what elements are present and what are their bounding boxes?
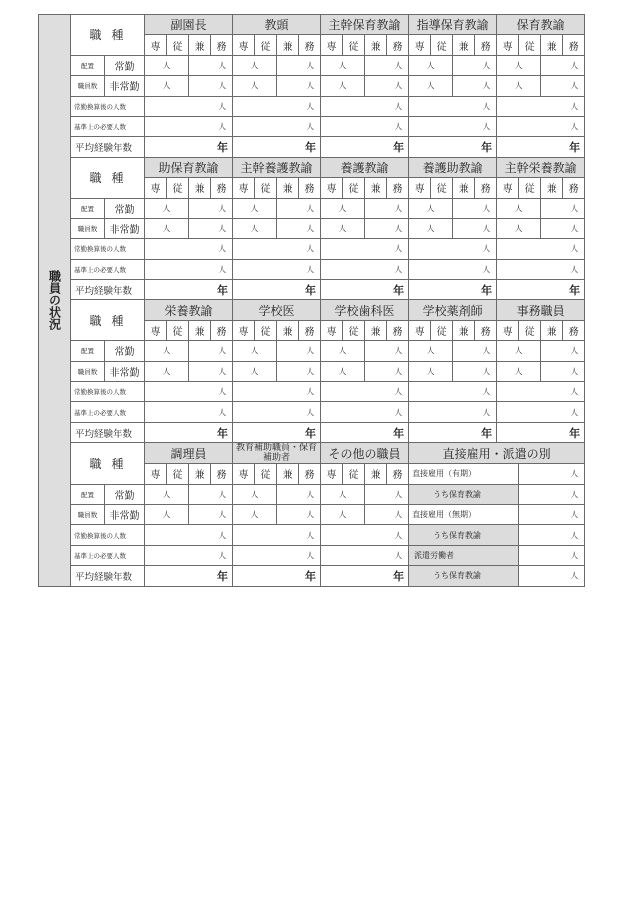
senju-header: 専	[321, 178, 343, 198]
senju-header: 専	[497, 178, 519, 198]
senju-count-input[interactable]: 人	[145, 484, 189, 504]
avg-experience-label: 平均経験年数	[71, 137, 145, 157]
senju-count-input[interactable]: 人	[409, 76, 453, 96]
senju-count-input[interactable]: 人	[145, 55, 189, 75]
senju-count-input[interactable]: 人	[233, 76, 277, 96]
senju-count-input[interactable]: 人	[497, 55, 541, 75]
role-header: 主幹栄養教諭	[497, 157, 585, 177]
role-header: 学校医	[233, 300, 321, 320]
years-input[interactable]: 年	[497, 280, 585, 300]
kennmu-count-input[interactable]: 人	[277, 361, 321, 381]
kennmu-count-input[interactable]: 人	[365, 504, 409, 524]
kennmu-count-input[interactable]: 人	[277, 341, 321, 361]
kennmu-header: 務	[563, 35, 585, 55]
person-count-input[interactable]: 人	[497, 96, 585, 116]
parttime-label: 非常勤	[105, 218, 145, 238]
senju-header: 従	[255, 35, 277, 55]
senju-count-input[interactable]: 人	[497, 218, 541, 238]
senju-header: 専	[409, 320, 431, 340]
kennmu-header: 兼	[541, 35, 563, 55]
kennmu-count-input[interactable]: 人	[365, 198, 409, 218]
senju-count-input[interactable]: 人	[321, 55, 365, 75]
person-count-input[interactable]: 人	[145, 239, 233, 259]
years-input[interactable]: 年	[145, 566, 233, 586]
person-count-input[interactable]: 人	[233, 239, 321, 259]
person-count-input[interactable]: 人	[321, 525, 409, 545]
senju-count-input[interactable]: 人	[409, 198, 453, 218]
years-input[interactable]: 年	[497, 422, 585, 442]
person-count-input[interactable]: 人	[321, 402, 409, 422]
job-type-label: 職種	[71, 15, 145, 56]
senju-header: 従	[519, 320, 541, 340]
kennmu-count-input[interactable]: 人	[189, 361, 233, 381]
senju-header: 従	[519, 35, 541, 55]
senju-header: 従	[431, 320, 453, 340]
kennmu-header: 兼	[277, 178, 299, 198]
dispatch-label: うち保育教諭	[409, 484, 519, 504]
senju-count-input[interactable]: 人	[233, 55, 277, 75]
senju-header: 従	[519, 178, 541, 198]
senju-count-input[interactable]: 人	[321, 341, 365, 361]
kennmu-header: 兼	[365, 464, 387, 484]
fulltime-label: 常勤	[105, 484, 145, 504]
role-header: 助保育教諭	[145, 157, 233, 177]
kennmu-header: 務	[475, 35, 497, 55]
kennmu-count-input[interactable]: 人	[541, 361, 585, 381]
senju-header: 従	[167, 178, 189, 198]
avg-experience-label: 平均経験年数	[71, 566, 145, 586]
person-count-input[interactable]: 人	[145, 525, 233, 545]
years-input[interactable]: 年	[321, 280, 409, 300]
kennmu-count-input[interactable]: 人	[365, 55, 409, 75]
years-input[interactable]: 年	[321, 422, 409, 442]
kennmu-count-input[interactable]: 人	[277, 76, 321, 96]
required-label: 基準上の必要人数	[71, 402, 145, 422]
kennmu-header: 兼	[277, 320, 299, 340]
person-count-input[interactable]: 人	[145, 96, 233, 116]
staff-status-table	[38, 14, 585, 587]
years-input[interactable]: 年	[145, 422, 233, 442]
senju-header: 従	[343, 464, 365, 484]
senju-count-input[interactable]: 人	[145, 76, 189, 96]
dispatch-title: 直接雇用・派遣の別	[409, 443, 585, 464]
kennmu-header: 務	[387, 464, 409, 484]
senju-header: 従	[255, 464, 277, 484]
kennmu-count-input[interactable]: 人	[365, 76, 409, 96]
senju-count-input[interactable]: 人	[145, 218, 189, 238]
kennmu-header: 兼	[189, 320, 211, 340]
years-input[interactable]: 年	[409, 137, 497, 157]
role-header: 教頭	[233, 15, 321, 35]
parttime-label: 非常勤	[105, 76, 145, 96]
senju-header: 従	[167, 320, 189, 340]
kennmu-header: 兼	[541, 320, 563, 340]
role-header: 事務職員	[497, 300, 585, 320]
kennmu-header: 務	[211, 320, 233, 340]
fte-label: 常勤換算後の人数	[71, 382, 145, 402]
placement-label: 配置	[71, 484, 105, 504]
person-count-input[interactable]: 人	[409, 96, 497, 116]
staff-count-label: 職員数	[71, 361, 105, 381]
fulltime-label: 常勤	[105, 198, 145, 218]
kennmu-header: 兼	[453, 178, 475, 198]
person-count-input[interactable]: 人	[519, 566, 585, 586]
person-count-input[interactable]: 人	[497, 382, 585, 402]
person-count-input[interactable]: 人	[519, 504, 585, 524]
role-header: 栄養教諭	[145, 300, 233, 320]
role-header: 学校歯科医	[321, 300, 409, 320]
kennmu-header: 務	[563, 178, 585, 198]
kennmu-header: 兼	[365, 320, 387, 340]
kennmu-count-input[interactable]: 人	[189, 218, 233, 238]
kennmu-count-input[interactable]: 人	[277, 198, 321, 218]
role-header: 学校薬剤師	[409, 300, 497, 320]
kennmu-header: 兼	[189, 464, 211, 484]
person-count-input[interactable]: 人	[233, 259, 321, 279]
kennmu-count-input[interactable]: 人	[189, 76, 233, 96]
person-count-input[interactable]: 人	[321, 545, 409, 565]
kennmu-count-input[interactable]: 人	[189, 504, 233, 524]
required-label: 基準上の必要人数	[71, 259, 145, 279]
senju-header: 従	[431, 35, 453, 55]
person-count-input[interactable]: 人	[233, 96, 321, 116]
person-count-input[interactable]: 人	[233, 402, 321, 422]
years-input[interactable]: 年	[145, 137, 233, 157]
staff-count-label: 職員数	[71, 218, 105, 238]
kennmu-count-input[interactable]: 人	[365, 361, 409, 381]
kennmu-header: 兼	[453, 35, 475, 55]
placement-label: 配置	[71, 55, 105, 75]
senju-header: 従	[343, 320, 365, 340]
kennmu-header: 兼	[277, 35, 299, 55]
senju-count-input[interactable]: 人	[233, 341, 277, 361]
senju-count-input[interactable]: 人	[409, 341, 453, 361]
kennmu-header: 務	[387, 320, 409, 340]
person-count-input[interactable]: 人	[321, 259, 409, 279]
senju-count-input[interactable]: 人	[409, 55, 453, 75]
kennmu-header: 務	[211, 178, 233, 198]
kennmu-count-input[interactable]: 人	[453, 341, 497, 361]
role-header: 養護助教諭	[409, 157, 497, 177]
senju-count-input[interactable]: 人	[233, 484, 277, 504]
person-count-input[interactable]: 人	[233, 545, 321, 565]
kennmu-count-input[interactable]: 人	[277, 504, 321, 524]
person-count-input[interactable]: 人	[233, 525, 321, 545]
senju-count-input[interactable]: 人	[497, 361, 541, 381]
role-header: 保育教諭	[497, 15, 585, 35]
kennmu-count-input[interactable]: 人	[277, 484, 321, 504]
years-input[interactable]: 年	[321, 137, 409, 157]
senju-count-input[interactable]: 人	[145, 361, 189, 381]
person-count-input[interactable]: 人	[409, 402, 497, 422]
role-header: 主幹養護教諭	[233, 157, 321, 177]
kennmu-header: 兼	[365, 178, 387, 198]
dispatch-label: 直接雇用（有期）	[409, 464, 519, 484]
kennmu-count-input[interactable]: 人	[277, 55, 321, 75]
years-input[interactable]: 年	[233, 422, 321, 442]
senju-header: 専	[321, 35, 343, 55]
kennmu-count-input[interactable]: 人	[453, 55, 497, 75]
senju-count-input[interactable]: 人	[321, 484, 365, 504]
role-header: 調理員	[145, 443, 233, 464]
senju-header: 専	[321, 464, 343, 484]
person-count-input[interactable]: 人	[321, 382, 409, 402]
senju-count-input[interactable]: 人	[497, 198, 541, 218]
person-count-input[interactable]: 人	[497, 116, 585, 136]
kennmu-header: 兼	[541, 178, 563, 198]
kennmu-header: 務	[563, 320, 585, 340]
kennmu-count-input[interactable]: 人	[189, 198, 233, 218]
person-count-input[interactable]: 人	[519, 525, 585, 545]
senju-header: 従	[343, 178, 365, 198]
senju-header: 専	[145, 178, 167, 198]
senju-header: 従	[431, 178, 453, 198]
senju-header: 専	[233, 464, 255, 484]
senju-header: 従	[255, 178, 277, 198]
kennmu-count-input[interactable]: 人	[365, 484, 409, 504]
person-count-input[interactable]: 人	[145, 545, 233, 565]
role-header: 養護教諭	[321, 157, 409, 177]
kennmu-count-input[interactable]: 人	[541, 198, 585, 218]
senju-header: 専	[233, 35, 255, 55]
years-input[interactable]: 年	[233, 566, 321, 586]
dispatch-label: 直接雇用（無期）	[409, 504, 519, 524]
person-count-input[interactable]: 人	[233, 116, 321, 136]
kennmu-count-input[interactable]: 人	[453, 361, 497, 381]
senju-count-input[interactable]: 人	[497, 76, 541, 96]
kennmu-header: 兼	[365, 35, 387, 55]
senju-header: 専	[233, 320, 255, 340]
fte-label: 常勤換算後の人数	[71, 96, 145, 116]
years-input[interactable]: 年	[409, 280, 497, 300]
role-header: その他の職員	[321, 443, 409, 464]
role-header: 教育補助職員・保育補助者	[233, 443, 321, 464]
years-input[interactable]: 年	[409, 422, 497, 442]
senju-count-input[interactable]: 人	[145, 341, 189, 361]
person-count-input[interactable]: 人	[497, 402, 585, 422]
senju-count-input[interactable]: 人	[145, 504, 189, 524]
kennmu-count-input[interactable]: 人	[189, 484, 233, 504]
kennmu-count-input[interactable]: 人	[453, 76, 497, 96]
senju-count-input[interactable]: 人	[409, 218, 453, 238]
kennmu-count-input[interactable]: 人	[541, 218, 585, 238]
kennmu-header: 務	[475, 320, 497, 340]
senju-count-input[interactable]: 人	[233, 361, 277, 381]
fulltime-label: 常勤	[105, 341, 145, 361]
job-type-label: 職種	[71, 157, 145, 198]
person-count-input[interactable]: 人	[321, 239, 409, 259]
kennmu-header: 務	[299, 320, 321, 340]
kennmu-count-input[interactable]: 人	[453, 198, 497, 218]
kennmu-header: 務	[387, 35, 409, 55]
senju-count-input[interactable]: 人	[321, 198, 365, 218]
senju-count-input[interactable]: 人	[145, 198, 189, 218]
kennmu-count-input[interactable]: 人	[453, 218, 497, 238]
dispatch-label: うち保育教諭	[409, 566, 519, 586]
person-count-input[interactable]: 人	[145, 382, 233, 402]
senju-header: 専	[233, 178, 255, 198]
years-input[interactable]: 年	[497, 137, 585, 157]
senju-count-input[interactable]: 人	[321, 218, 365, 238]
senju-count-input[interactable]: 人	[321, 504, 365, 524]
years-input[interactable]: 年	[233, 280, 321, 300]
fte-label: 常勤換算後の人数	[71, 525, 145, 545]
kennmu-header: 務	[211, 35, 233, 55]
job-type-label: 職種	[71, 443, 145, 484]
kennmu-count-input[interactable]: 人	[365, 341, 409, 361]
kennmu-header: 務	[299, 35, 321, 55]
person-count-input[interactable]: 人	[497, 239, 585, 259]
avg-experience-label: 平均経験年数	[71, 422, 145, 442]
kennmu-count-input[interactable]: 人	[189, 341, 233, 361]
kennmu-count-input[interactable]: 人	[541, 76, 585, 96]
kennmu-count-input[interactable]: 人	[541, 55, 585, 75]
staff-count-label: 職員数	[71, 76, 105, 96]
person-count-input[interactable]: 人	[233, 382, 321, 402]
fulltime-label: 常勤	[105, 55, 145, 75]
kennmu-header: 兼	[453, 320, 475, 340]
senju-count-input[interactable]: 人	[497, 341, 541, 361]
kennmu-header: 務	[299, 178, 321, 198]
person-count-input[interactable]: 人	[409, 239, 497, 259]
kennmu-count-input[interactable]: 人	[365, 218, 409, 238]
senju-header: 従	[255, 320, 277, 340]
parttime-label: 非常勤	[105, 361, 145, 381]
job-type-label: 職種	[71, 300, 145, 341]
person-count-input[interactable]: 人	[519, 545, 585, 565]
senju-header: 専	[409, 35, 431, 55]
senju-header: 専	[145, 35, 167, 55]
kennmu-header: 務	[475, 178, 497, 198]
years-input[interactable]: 年	[321, 566, 409, 586]
person-count-input[interactable]: 人	[519, 484, 585, 504]
required-label: 基準上の必要人数	[71, 545, 145, 565]
person-count-input[interactable]: 人	[519, 464, 585, 484]
person-count-input[interactable]: 人	[145, 116, 233, 136]
kennmu-header: 兼	[189, 35, 211, 55]
dispatch-label: 派遣労働者	[409, 545, 519, 565]
senju-header: 専	[497, 35, 519, 55]
years-input[interactable]: 年	[233, 137, 321, 157]
senju-count-input[interactable]: 人	[233, 218, 277, 238]
senju-header: 専	[497, 320, 519, 340]
kennmu-header: 兼	[277, 464, 299, 484]
dispatch-label: うち保育教諭	[409, 525, 519, 545]
person-count-input[interactable]: 人	[145, 402, 233, 422]
kennmu-count-input[interactable]: 人	[541, 341, 585, 361]
kennmu-count-input[interactable]: 人	[189, 55, 233, 75]
fte-label: 常勤換算後の人数	[71, 239, 145, 259]
section-title: 職員の状況	[39, 15, 71, 587]
staff-count-label: 職員数	[71, 504, 105, 524]
person-count-input[interactable]: 人	[409, 259, 497, 279]
role-header: 副園長	[145, 15, 233, 35]
senju-count-input[interactable]: 人	[321, 361, 365, 381]
person-count-input[interactable]: 人	[145, 259, 233, 279]
senju-header: 専	[409, 178, 431, 198]
kennmu-header: 務	[299, 464, 321, 484]
person-count-input[interactable]: 人	[321, 116, 409, 136]
senju-header: 従	[343, 35, 365, 55]
senju-count-input[interactable]: 人	[321, 76, 365, 96]
avg-experience-label: 平均経験年数	[71, 280, 145, 300]
placement-label: 配置	[71, 198, 105, 218]
senju-count-input[interactable]: 人	[233, 198, 277, 218]
kennmu-header: 兼	[189, 178, 211, 198]
senju-header: 従	[167, 35, 189, 55]
role-header: 指導保育教諭	[409, 15, 497, 35]
person-count-input[interactable]: 人	[409, 116, 497, 136]
person-count-input[interactable]: 人	[409, 382, 497, 402]
senju-header: 専	[145, 464, 167, 484]
senju-header: 専	[321, 320, 343, 340]
person-count-input[interactable]: 人	[497, 259, 585, 279]
role-header: 主幹保育教諭	[321, 15, 409, 35]
kennmu-count-input[interactable]: 人	[277, 218, 321, 238]
senju-header: 専	[145, 320, 167, 340]
years-input[interactable]: 年	[145, 280, 233, 300]
senju-header: 従	[167, 464, 189, 484]
person-count-input[interactable]: 人	[321, 96, 409, 116]
placement-label: 配置	[71, 341, 105, 361]
senju-count-input[interactable]: 人	[409, 361, 453, 381]
kennmu-header: 務	[211, 464, 233, 484]
kennmu-header: 務	[387, 178, 409, 198]
required-label: 基準上の必要人数	[71, 116, 145, 136]
parttime-label: 非常勤	[105, 504, 145, 524]
senju-count-input[interactable]: 人	[233, 504, 277, 524]
